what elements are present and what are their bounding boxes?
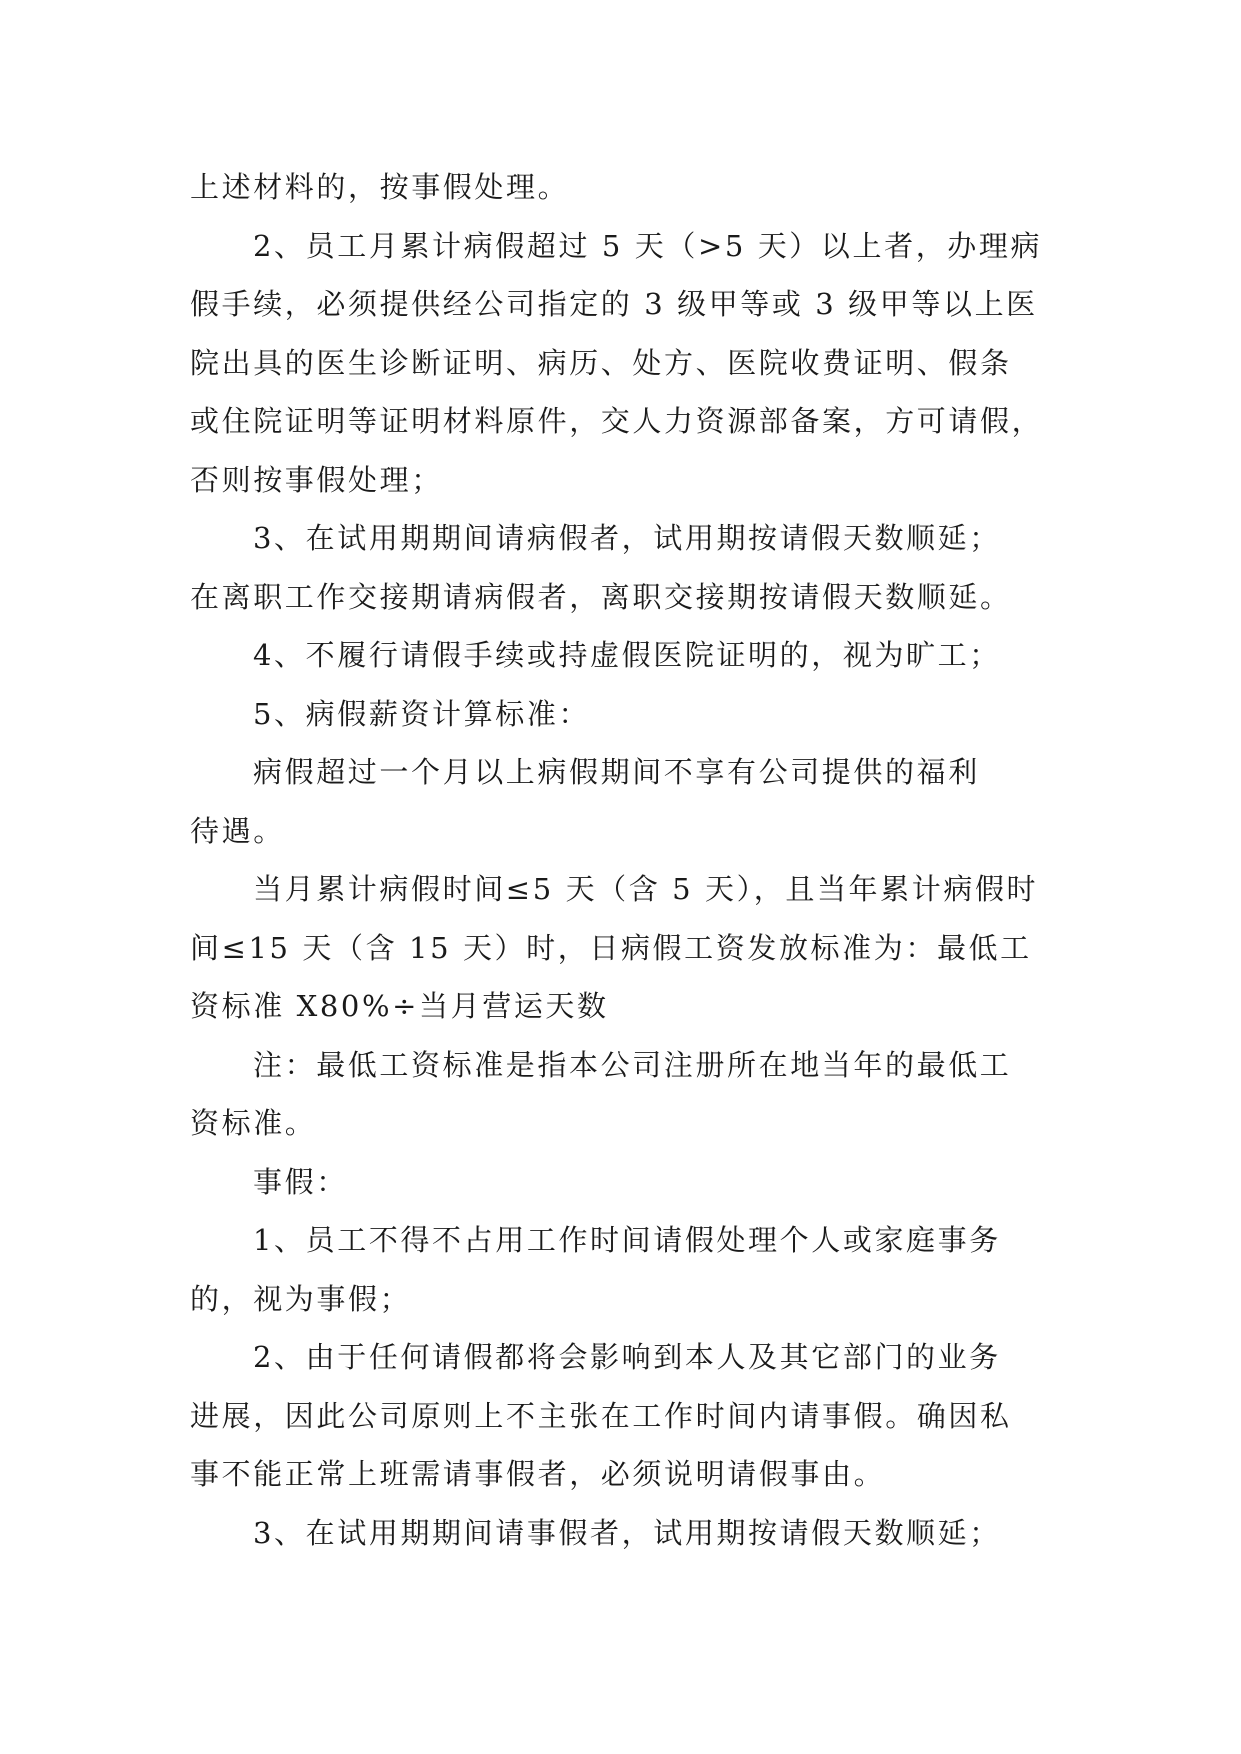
paragraph-line: 3、在试用期期间请病假者，试用期按请假天数顺延； <box>253 521 1001 555</box>
paragraph-line: 事不能正常上班需请事假者，必须说明请假事由。 <box>190 1457 886 1491</box>
paragraph-line: 4、不履行请假手续或持虚假医院证明的，视为旷工； <box>253 638 1001 672</box>
paragraph <box>190 1328 1060 1504</box>
paragraph <box>190 626 1060 685</box>
paragraph-line: 进展，因此公司原则上不主张在工作时间内请事假。确因私 <box>190 1398 1012 1433</box>
paragraph-line: 否则按事假处理； <box>190 462 443 497</box>
paragraph-line: 或住院证明等证明材料原件，交人力资源部备案，方可请假， <box>190 404 1044 438</box>
paragraph <box>190 1036 1060 1153</box>
paragraph-line: 间≤15 天（含 15 天）时，日病假工资发放标准为：最低工 <box>190 930 1032 965</box>
paragraph <box>190 217 1060 510</box>
paragraph <box>190 743 1060 860</box>
paragraph-line: 注：最低工资标准是指本公司注册所在地当年的最低工 <box>253 1047 1012 1082</box>
paragraph-line: 3、在试用期期间请事假者，试用期按请假天数顺延； <box>253 1515 1001 1550</box>
paragraph <box>190 158 1060 217</box>
paragraph-line: 假手续，必须提供经公司指定的 3 级甲等或 3 级甲等以上医 <box>190 287 1038 321</box>
paragraph <box>190 1504 1060 1563</box>
paragraph-line: 1、员工不得不占用工作时间请假处理个人或家庭事务 <box>253 1223 1001 1257</box>
paragraph-line: 当月累计病假时间≤5 天（含 5 天），且当年累计病假时 <box>253 872 1039 906</box>
paragraph <box>190 860 1060 1036</box>
paragraph-line: 2、由于任何请假都将会影响到本人及其它部门的业务 <box>253 1340 1001 1374</box>
paragraph-line: 病假超过一个月以上病假期间不享有公司提供的福利 <box>253 755 980 789</box>
paragraph-line: 事假： <box>253 1164 348 1199</box>
paragraph-line: 在离职工作交接期请病假者，离职交接期按请假天数顺延。 <box>190 579 1012 614</box>
paragraph-line: 2、员工月累计病假超过 5 天（>5 天）以上者，办理病 <box>253 228 1043 263</box>
paragraph <box>190 685 1060 744</box>
paragraph <box>190 1211 1060 1328</box>
paragraph-line: 待遇。 <box>190 813 285 848</box>
paragraph-line: 上述材料的，按事假处理。 <box>190 170 570 204</box>
paragraph-line: 资标准。 <box>190 1106 317 1140</box>
paragraph-line: 院出具的医生诊断证明、病历、处方、医院收费证明、假条 <box>190 345 1012 380</box>
paragraph <box>190 509 1060 626</box>
document-body <box>190 158 1060 1562</box>
paragraph <box>190 1153 1060 1212</box>
paragraph-line: 资标准 X80%÷当月营运天数 <box>190 989 609 1023</box>
paragraph-line: 5、病假薪资计算标准： <box>253 696 591 731</box>
paragraph-line: 的，视为事假； <box>190 1281 412 1316</box>
